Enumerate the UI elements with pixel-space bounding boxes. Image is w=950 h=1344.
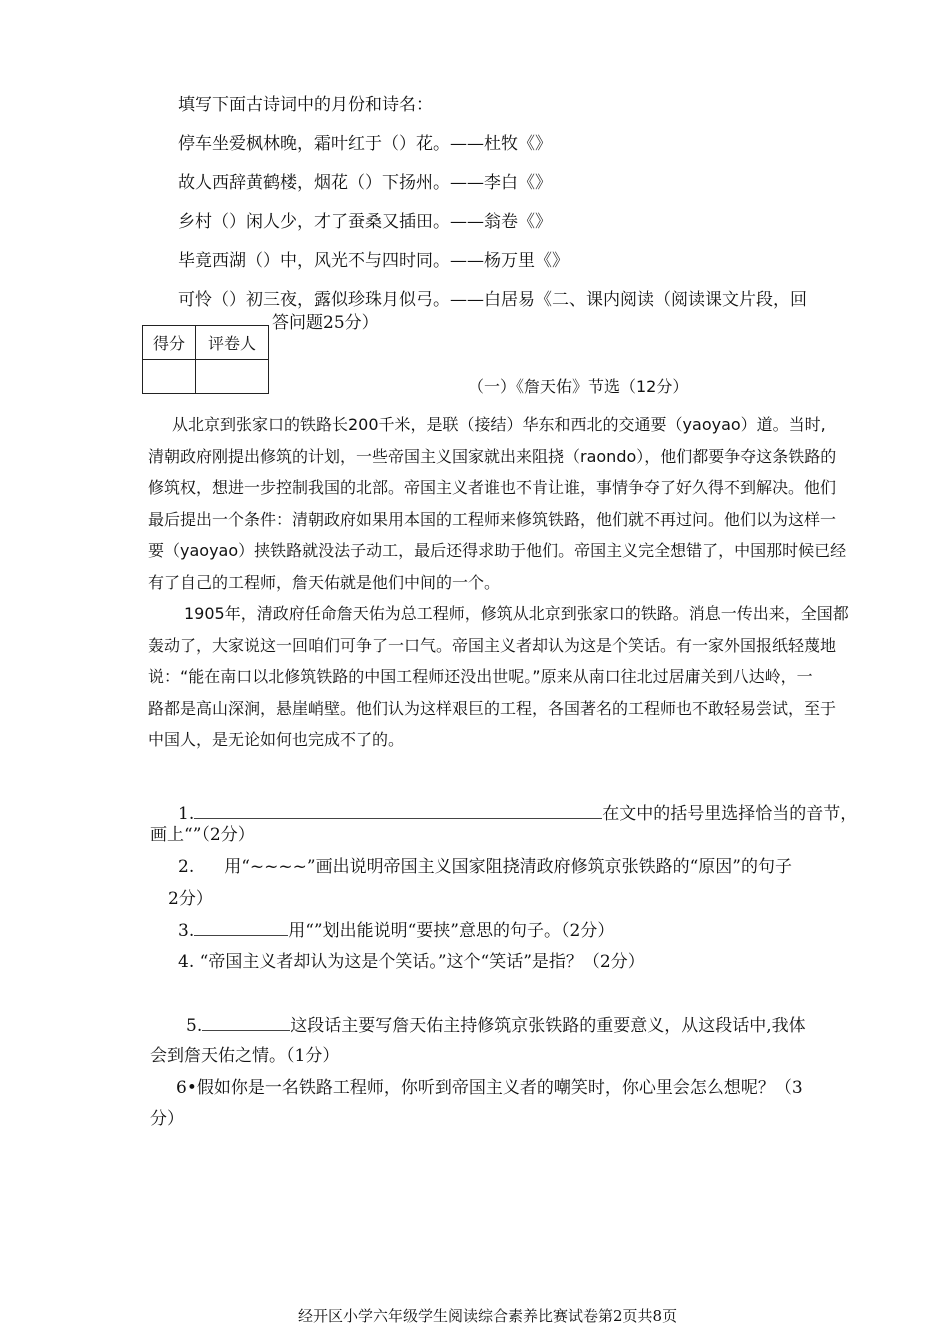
question-1-text: 在文中的括号里选择恰当的音节， <box>602 804 858 824</box>
poem-continuation: 答问题25分） <box>272 313 379 333</box>
question-3-text: 用“”划出能说明“要挟”意思的句子。（2分） <box>288 921 615 941</box>
passage-line: 有了自己的工程师，詹天佑就是他们中间的一个。 <box>148 572 501 592</box>
passage-line: 说：“能在南口以北修筑铁路的中国工程师还没出世呢。”原来从南口往北过居庸关到八达岭，一 <box>148 667 813 686</box>
section-title: （一）《詹天佑》节选（12分） <box>468 377 689 396</box>
passage-line: 要（yaoyao）挟铁路就没法子动工，最后还得求助于他们。帝国主义完全想错了，中国那时候已经 <box>148 541 847 560</box>
question-1-continuation: 画上“”（2分） <box>150 825 255 845</box>
poem-line-4: 毕竟西湖（）中，风光不与四时同。——杨万里《》 <box>178 251 569 271</box>
passage-paragraph-1 <box>148 409 893 598</box>
question-5-number: 5. <box>186 1016 203 1036</box>
question-3-number: 3. <box>178 921 195 941</box>
poem-line-2: 故人西辞黄鹤楼，烟花（）下扬州。——李白《》 <box>178 173 552 193</box>
passage-line: 修筑权，想进一步控制我国的北部。帝国主义者谁也不肯让谁，事情争夺了好久得不到解决。他们 <box>148 478 837 497</box>
question-4: 4. “帝国主义者却认为这是个笑话。”这个“笑话”是指？（2分） <box>178 952 645 972</box>
question-1 <box>178 800 857 827</box>
passage-line: 最后提出一个条件：清朝政府如果用本国的工程师来修筑铁路，他们就不再过问。他们以为这样一 <box>148 509 837 529</box>
question-2-number: 2. <box>178 857 195 877</box>
question-1-number: 1. <box>178 804 195 824</box>
poem-line-3: 乡村（）闲人少，才了蚕桑又插田。——翁卷《》 <box>178 212 552 232</box>
passage-line: 1905年，清政府任命詹天佑为总工程师，修筑从北京到张家口的铁路。消息一传出来，全国都 <box>184 604 849 623</box>
passage-line: 轰动了，大家说这一回咱们可争了一口气。帝国主义者却认为这是个笑话。有一家外国报纸轻蔑地 <box>148 635 837 655</box>
instruction-text: 填写下面古诗词中的月份和诗名： <box>178 95 433 115</box>
passage-line: 中国人，是无论如何也完成不了的。 <box>148 730 405 749</box>
grader-cell[interactable] <box>196 360 269 394</box>
question-2-continuation: 2分） <box>168 889 213 909</box>
question-2-text: 用“~~~~”画出说明帝国主义国家阻挠清政府修筑京张铁路的“原因”的句子 <box>224 857 792 877</box>
question-2 <box>178 854 792 880</box>
poem-line-5: 可怜（）初三夜，露似珍珠月似弓。——白居易《二、课内阅读（阅读课文片段，回 <box>178 290 807 310</box>
question-6: 6•假如你是一名铁路工程师，你听到帝国主义者的嘲笑时，你心里会怎么想呢？（3 <box>176 1078 803 1098</box>
grader-header: 评卷人 <box>196 326 269 360</box>
score-cell[interactable] <box>143 360 196 394</box>
question-5 <box>186 1012 806 1039</box>
passage-paragraph-2 <box>148 598 893 756</box>
answer-blank-1[interactable] <box>194 800 602 819</box>
question-5-text: 这段话主要写詹天佑主持修筑京张铁路的重要意义，从这段话中,我体 <box>290 1016 806 1036</box>
answer-blank-5[interactable] <box>202 1012 290 1031</box>
poem-line-1: 停车坐爱枫林晚，霜叶红于（）花。——杜牧《》 <box>178 134 552 154</box>
passage-line: 清朝政府刚提出修筑的计划，一些帝国主义国家就出来阻挠（raondo），他们都要争夺这条铁路的 <box>148 446 837 466</box>
passage-line: 从北京到张家口的铁路长200千米，是联（接结）华东和西北的交通要（yaoyao）道。当时, <box>172 415 826 434</box>
answer-blank-3[interactable] <box>194 917 288 936</box>
passage-line: 路都是高山深涧，悬崖峭壁。他们认为这样艰巨的工程，各国著名的工程师也不敢轻易尝试，至于 <box>148 698 837 718</box>
score-header: 得分 <box>143 326 196 360</box>
score-table <box>142 325 269 394</box>
question-6-continuation: 分） <box>150 1109 184 1129</box>
page-footer: 经开区小学六年级学生阅读综合素养比赛试卷第2页共8页 <box>298 1307 678 1325</box>
question-5-continuation: 会到詹天佑之情。（1分） <box>150 1046 340 1066</box>
question-3 <box>178 917 614 944</box>
